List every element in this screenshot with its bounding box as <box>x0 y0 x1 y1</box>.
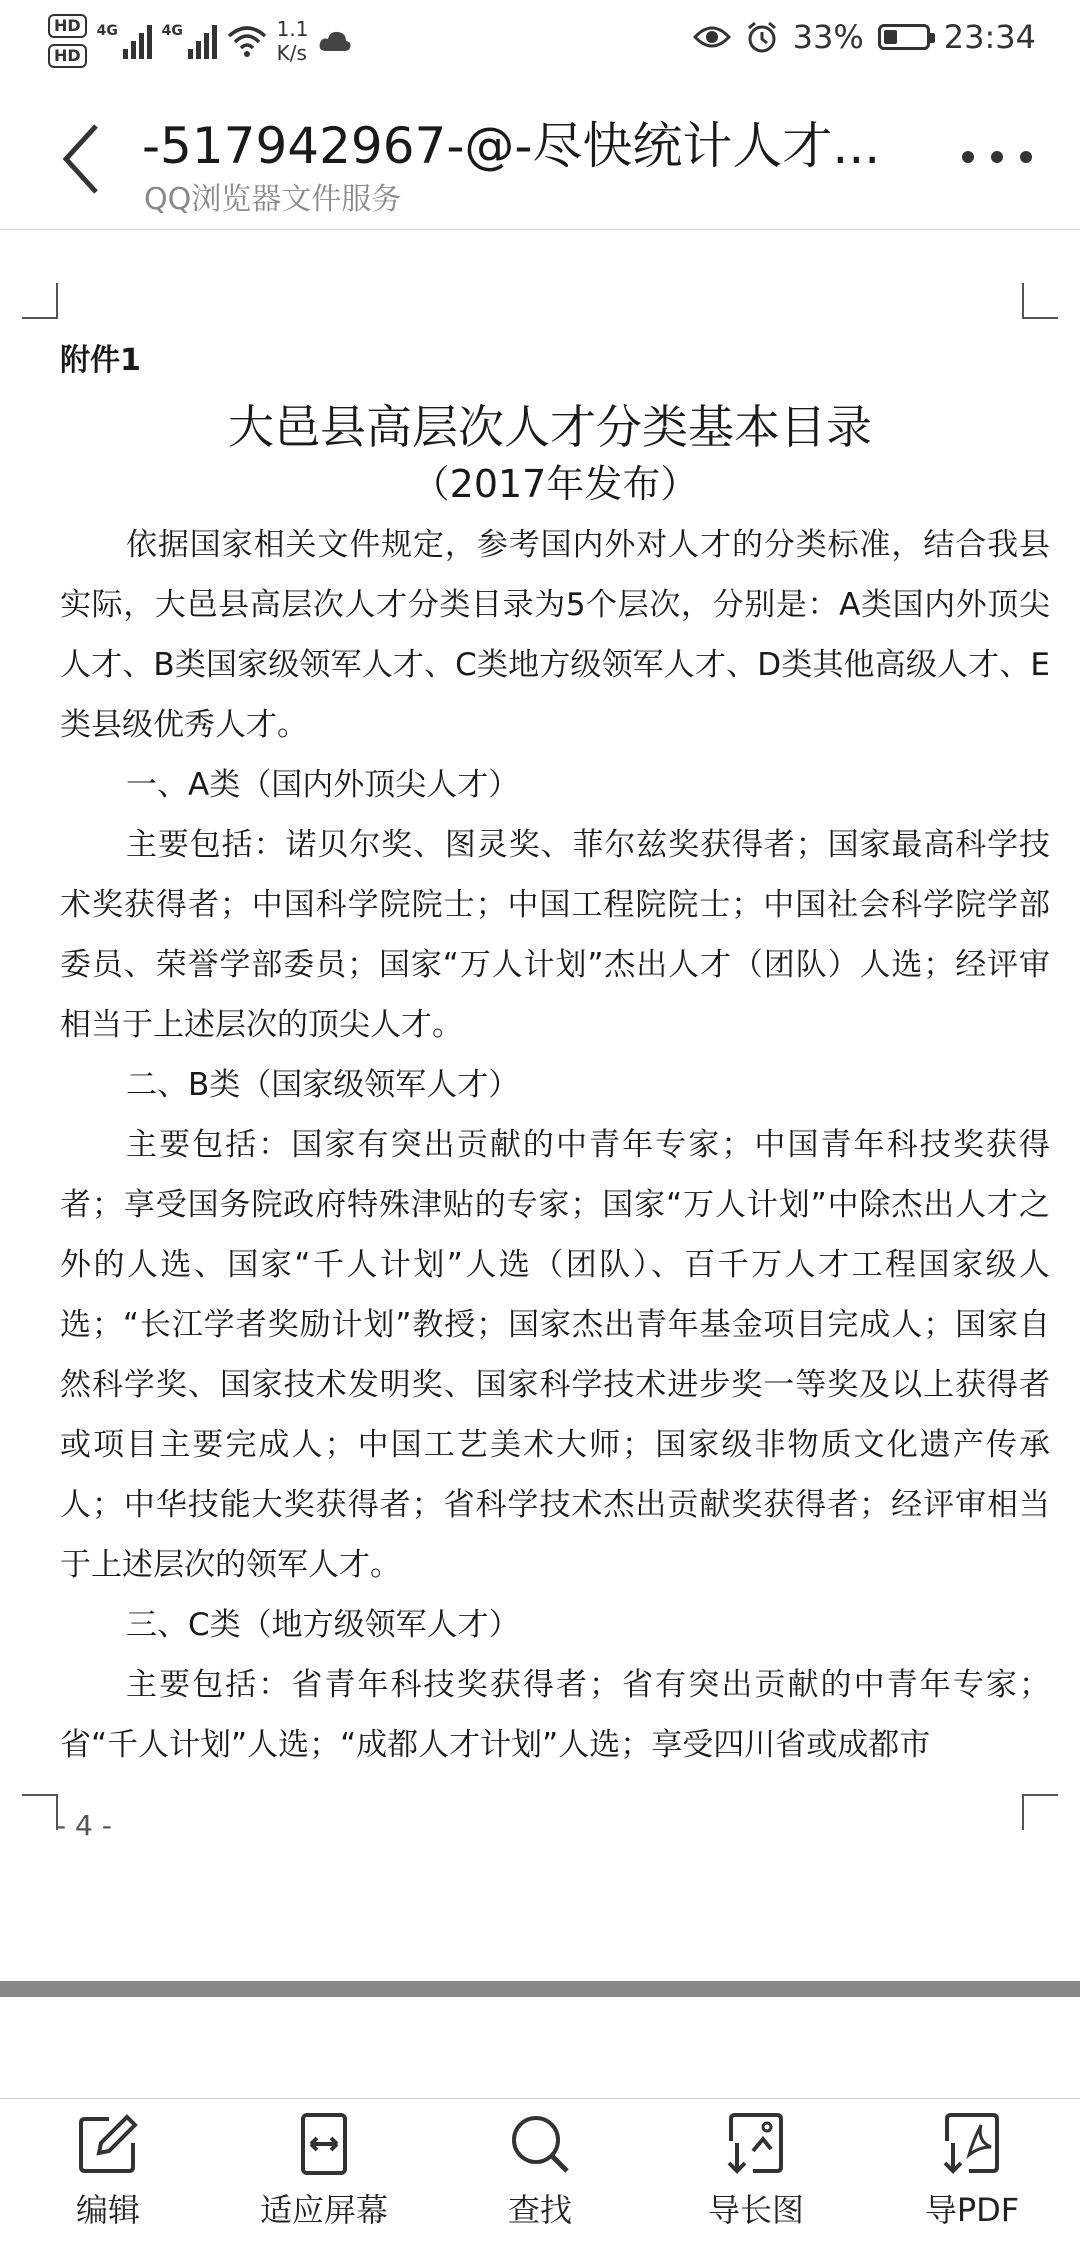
search-button[interactable] <box>432 2099 648 2244</box>
alarm-icon <box>745 20 779 54</box>
signal-1-icon <box>97 23 152 59</box>
export-image-label: 导长图 <box>707 2191 804 2229</box>
search-icon <box>507 2111 573 2177</box>
edit-button[interactable] <box>0 2099 216 2244</box>
more-dot-icon <box>991 151 1003 163</box>
section-b-heading: 二、B类（国家级领军人才） <box>126 1067 520 1103</box>
export-pdf-icon <box>939 2111 1005 2177</box>
hd-badge-1: HD <box>48 14 87 38</box>
more-dot-icon <box>962 151 974 163</box>
crop-mark-bottom-right <box>1022 1794 1058 1830</box>
network-speed <box>277 17 309 65</box>
export-pdf-button[interactable] <box>864 2099 1080 2244</box>
cloud-icon <box>318 29 352 53</box>
edit-icon <box>75 2111 141 2177</box>
document-page[interactable] <box>0 231 1080 1981</box>
section-a-heading: 一、A类（国内外顶尖人才） <box>126 767 520 803</box>
clock-time: 23:34 <box>943 18 1036 56</box>
app-header <box>0 84 1080 230</box>
more-dot-icon <box>1020 151 1032 163</box>
crop-mark-top-right <box>1022 283 1058 319</box>
document-source: QQ浏览器文件服务 <box>144 182 402 217</box>
status-right <box>693 18 1036 56</box>
page-number: - 4 - <box>56 1809 112 1842</box>
section-a-body: 主要包括：诺贝尔奖、图灵奖、菲尔兹奖获得者；国家最高科学技术奖获得者；中国科学院院士；中国工程院院士；中国社会科学院学部委员、荣誉学部委员；国家“万人计划”杰出人才（团队）人选；经评审相当于上述层次的顶尖人才。 <box>60 827 1050 1043</box>
eye-icon <box>693 23 731 51</box>
battery-icon <box>878 24 930 50</box>
document-main-title: 大邑县高层次人才分类基本目录 <box>228 400 872 454</box>
fit-screen-button[interactable] <box>216 2099 432 2244</box>
section-c-heading: 三、C类（地方级领军人才） <box>126 1607 520 1643</box>
fit-screen-label: 适应屏幕 <box>259 2191 388 2229</box>
document-year: （2017年发布） <box>411 462 699 506</box>
signal-2-label: 4G <box>161 23 183 39</box>
status-left <box>48 14 352 68</box>
battery-percent: 33% <box>792 18 864 56</box>
signal-1-label: 4G <box>96 23 118 39</box>
export-image-button[interactable] <box>648 2099 864 2244</box>
page-separator <box>0 1981 1080 1997</box>
fit-screen-icon <box>291 2111 357 2177</box>
search-label: 查找 <box>507 2191 572 2229</box>
signal-2-icon <box>162 23 217 59</box>
more-options-button[interactable] <box>962 132 1032 182</box>
export-pdf-label: 导PDF <box>924 2191 1020 2229</box>
network-speed-unit: K/s <box>276 41 307 65</box>
crop-mark-bottom-left <box>22 1794 58 1830</box>
network-speed-value: 1.1 <box>276 17 309 41</box>
status-bar <box>0 0 1080 84</box>
hd-badge-2: HD <box>48 44 87 68</box>
edit-label: 编辑 <box>75 2191 140 2229</box>
export-image-icon <box>723 2111 789 2177</box>
wifi-icon <box>227 24 267 58</box>
crop-mark-top-left <box>22 283 58 319</box>
bottom-toolbar <box>0 2098 1080 2244</box>
hd-indicators <box>48 14 87 68</box>
section-c-body: 主要包括：省青年科技奖获得者；省有突出贡献的中青年专家；省“千人计划”人选；“成都人才计划”人选；享受四川省或成都市 <box>60 1667 1050 1763</box>
back-arrow-icon <box>52 114 112 204</box>
document-title: -517942967-@-尽快统计人才... <box>142 117 881 175</box>
back-button[interactable] <box>52 114 122 204</box>
intro-paragraph: 依据国家相关文件规定，参考国内外对人才的分类标准，结合我县实际，大邑县高层次人才分类目录为5个层次，分别是：A类国内外顶尖人才、B类国家级领军人才、C类地方级领军人才、D类其他高级人才、E类县级优秀人才。 <box>60 527 1050 743</box>
section-b-body: 主要包括：国家有突出贡献的中青年专家；中国青年科技奖获得者；享受国务院政府特殊津贴的专家；国家“万人计划”中除杰出人才之外的人选、国家“千人计划”人选（团队）、百千万人才工程国家级人选；“长江学者奖励计划”教授；国家杰出青年基金项目完成人；国家自然科学奖、国家技术发明奖、国家科学技术进步奖一等奖及以上获得者或项目主要完成人；中国工艺美术大师；国家级非物质文化遗产传承人；中华技能大奖获得者；省科学技术杰出贡献奖获得者；经评审相当于上述层次的领军人才。 <box>60 1127 1050 1583</box>
annex-label: 附件1 <box>60 343 141 378</box>
